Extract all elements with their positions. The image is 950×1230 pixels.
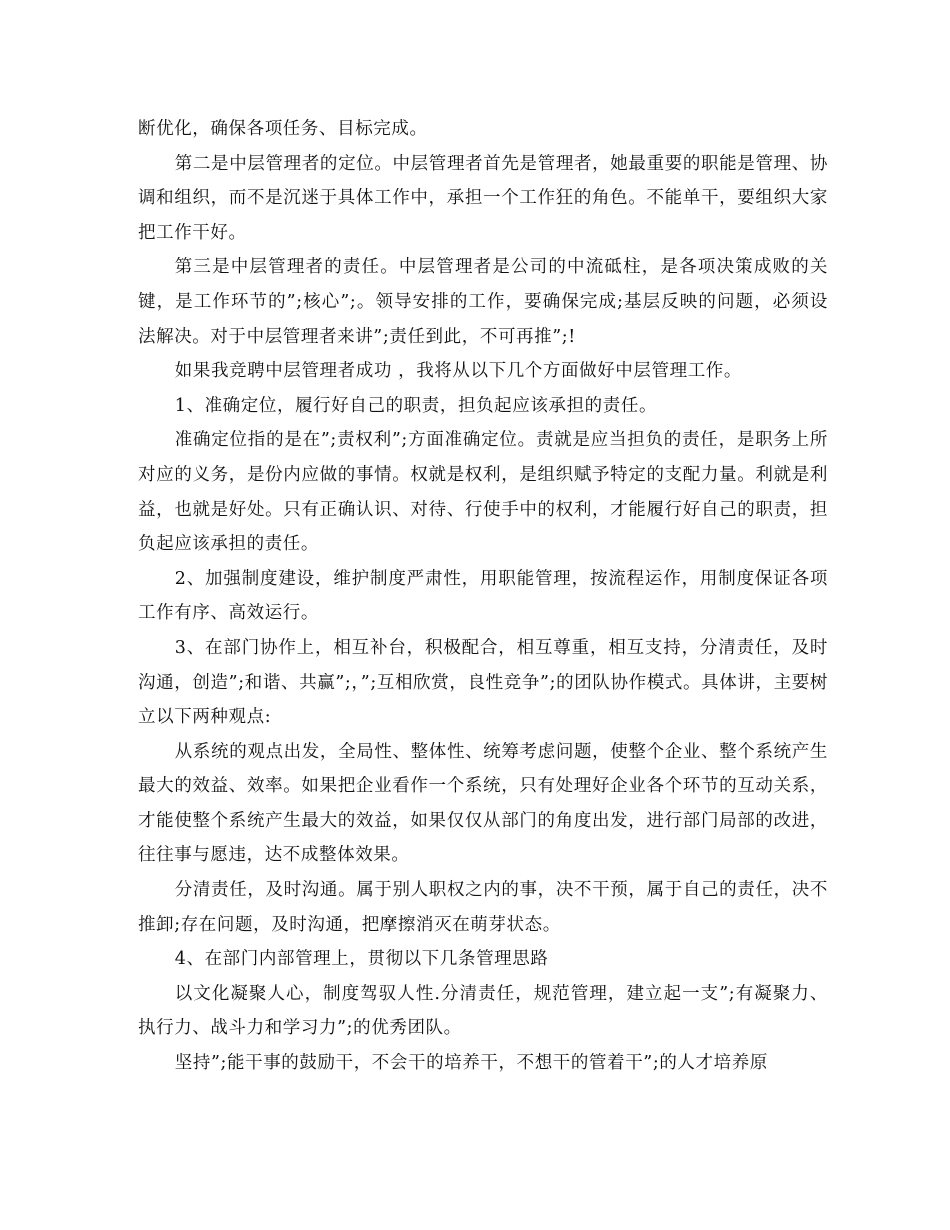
paragraph: 第三是中层管理者的责任。中层管理者是公司的中流砥柱，是各项决策成败的关键，是工作环节的”;核心”;。领导安排的工作，要确保完成;基层反映的问题，必须设法解决。对于中层管理者来讲”;责任到此，不可再推”;! — [138, 257, 828, 347]
paragraph: 如果我竞聘中层管理者成功 ，我将从以下几个方面做好中层管理工作。 — [174, 361, 743, 382]
paragraph: 3、在部门协作上，相互补台，积极配合，相互尊重，相互支持，分清责任，及时沟通，创造”;和谐、共赢”;，”;互相欣赏，良性竞争”;的团队协作模式。具体讲，主要树立以下两种观点: — [138, 637, 828, 728]
document-body — [138, 112, 828, 1081]
paragraph: 坚持”;能干事的鼓励干，不会干的培养干，不想干的管着干”;的人才培养原 — [174, 1053, 768, 1074]
paragraph: 1、准确定位，履行好自己的职责，担负起应该承担的责任。 — [174, 395, 658, 416]
paragraph: 断优化，确保各项任务、目标完成。 — [138, 119, 428, 139]
paragraph: 分清责任，及时沟通。属于别人职权之内的事，决不干预，属于自己的责任，决不推卸;存在问题，及时沟通，把摩擦消灭在萌芽状态。 — [138, 880, 828, 935]
paragraph: 4、在部门内部管理上，贯彻以下几条管理思路 — [174, 949, 549, 970]
paragraph: 第二是中层管理者的定位。中层管理者首先是管理者，她最重要的职能是管理、协调和组织，而不是沉迷于具体工作中，承担一个工作狂的角色。不能单干，要组织大家把工作干好。 — [138, 153, 828, 243]
paragraph: 2、加强制度建设，维护制度严肃性，用职能管理，按流程运作，用制度保证各项工作有序、高效运行。 — [138, 568, 828, 624]
paragraph: 准确定位指的是在”;责权利”;方面准确定位。责就是应当担负的责任，是职务上所对应的义务，是份内应做的事情。权就是权利，是组织赋予特定的支配力量。利就是利益，也就是好处。只有正确认识、对待、行使手中的权利，才能履行好自己的职责，担负起应该承担的责任。 — [138, 430, 828, 555]
paragraph: 以文化凝聚人心，制度驾驭人性.分清责任，规范管理，建立起一支”;有凝聚力、执行力、战斗力和学习力”;的优秀团队。 — [138, 983, 828, 1039]
paragraph: 从系统的观点出发，全局性、整体性、统筹考虑问题，使整个企业、整个系统产生最大的效益、效率。如果把企业看作一个系统，只有处理好企业各个环节的互动关系，才能使整个系统产生最大的效益，如果仅仅从部门的角度出发，进行部门局部的改进，往往事与愿违，达不成整体效果。 — [138, 741, 828, 866]
